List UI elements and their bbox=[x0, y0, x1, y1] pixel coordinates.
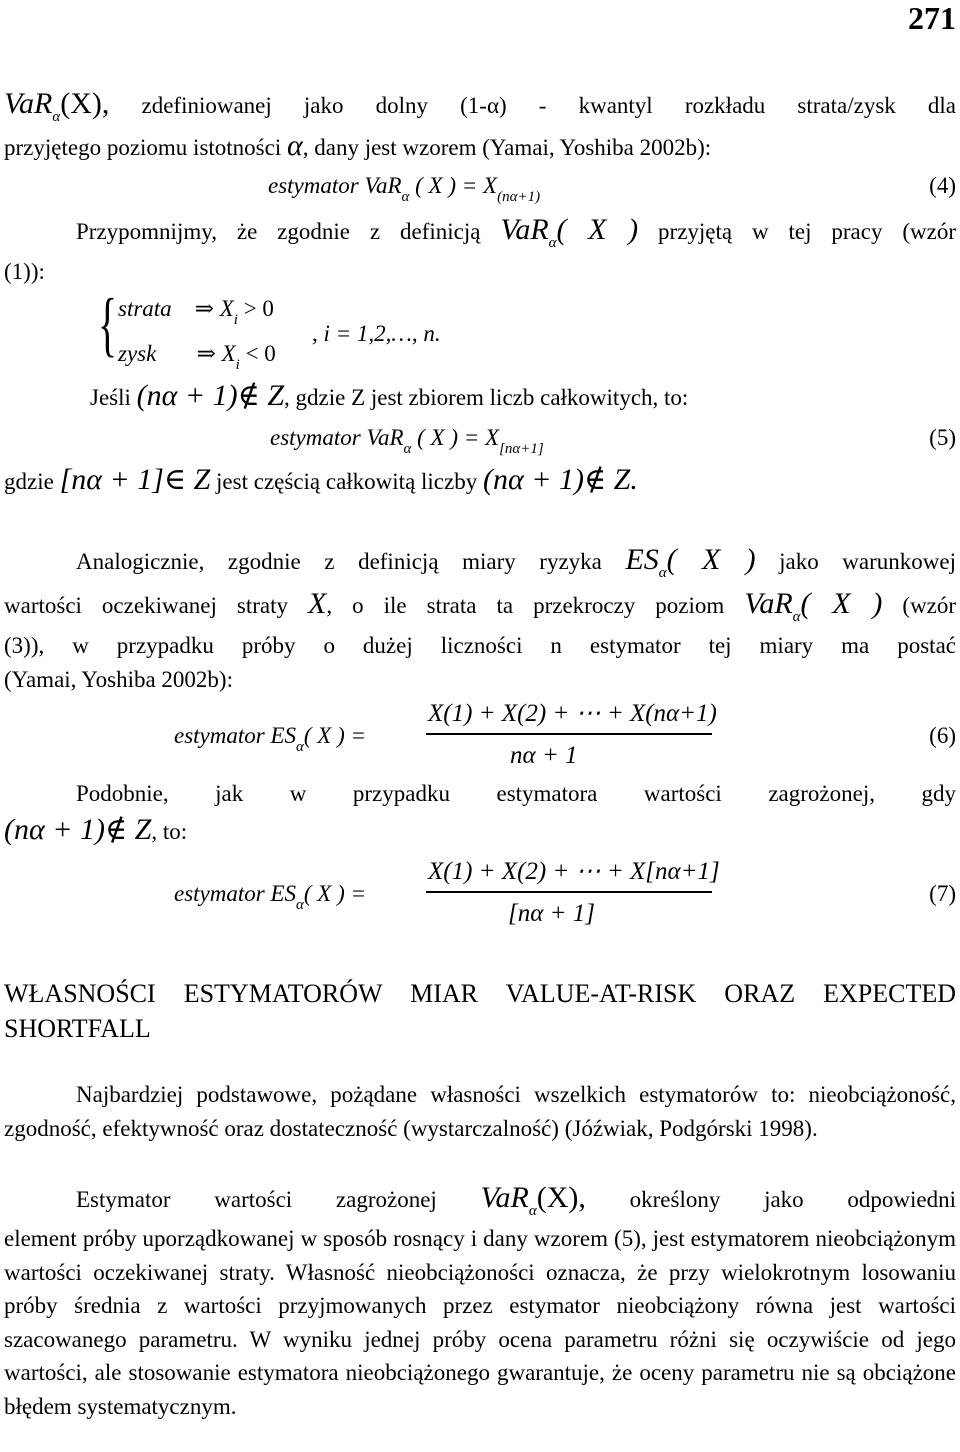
eq7-arg: ( X ) = bbox=[303, 881, 367, 906]
where-line bbox=[4, 463, 638, 496]
recall-var: VaR bbox=[500, 213, 549, 246]
cases-brace: { bbox=[98, 284, 118, 364]
where-text-b: jest częścią całkowitą liczby bbox=[216, 469, 478, 494]
recall-sub: α bbox=[548, 235, 557, 251]
recall-text-b: przyjętą w tej pracy (wzór bbox=[658, 219, 956, 244]
recall-line-2: (1)): bbox=[4, 259, 45, 284]
analog-line-1 bbox=[76, 543, 956, 581]
eq7-fraction-bar bbox=[426, 891, 712, 893]
analog-x: X bbox=[308, 587, 327, 620]
row1-rel: > 0 bbox=[243, 296, 274, 321]
analog-line-2 bbox=[4, 587, 957, 625]
intro-text-1: zdefiniowanej jako dolny (1-α) - kwantyl rozkładu strata/zysk dla bbox=[141, 93, 956, 118]
para2-sub: α bbox=[528, 1203, 537, 1219]
analog-var: VaR bbox=[744, 587, 793, 620]
similar-expr: (nα + 1)∉ Z bbox=[4, 813, 152, 846]
var-argument: (X), bbox=[60, 87, 110, 120]
recall-line bbox=[76, 213, 956, 251]
analog-es-sub: α bbox=[658, 565, 667, 581]
row2-cond: ⇒ X bbox=[196, 341, 236, 366]
row1-word: strata bbox=[118, 296, 172, 321]
section-heading: WŁASNOŚCI ESTYMATORÓW MIAR VALUE-AT-RISK ORAZ EXPECTED SHORTFALL bbox=[4, 979, 956, 1043]
if-text-a: Jeśli bbox=[90, 385, 131, 410]
alpha-subscript: α bbox=[52, 109, 61, 125]
analog-text-1b: jako warunkowej bbox=[779, 549, 956, 574]
intro-line-1 bbox=[4, 87, 956, 125]
eq5-mid: ( X ) = X bbox=[417, 425, 500, 450]
if-line bbox=[90, 379, 689, 412]
paragraph-1: Najbardziej podstawowe, pożądane własności wszelkich estymatorów to: nieobciążoność, zgodność, efektywność oraz dostateczność (wystarczalność) (Jóźwiak, Podgórski 1998). bbox=[4, 1082, 956, 1141]
eq5-lhs: estymator VaR bbox=[270, 425, 404, 450]
analog-var-arg: ( X ) bbox=[800, 587, 883, 620]
where-expr-a: [nα + 1]∈ Z bbox=[59, 463, 211, 496]
cases-index: , i = 1,2,…, n. bbox=[312, 321, 441, 346]
cases-row-2 bbox=[118, 340, 276, 371]
row1-sub: i bbox=[233, 312, 238, 328]
intro-line-2 bbox=[4, 129, 712, 162]
eq5-subscript: [nα+1] bbox=[499, 441, 544, 457]
eq5-sub: α bbox=[403, 441, 412, 457]
eq6-lhs bbox=[174, 722, 366, 753]
if-text-b: , gdzie Z jest zbiorem liczb całkowitych, to: bbox=[284, 385, 689, 410]
eq7-lhs-text: estymator ES bbox=[174, 881, 297, 906]
similar-text-b: , to: bbox=[151, 819, 188, 844]
para2-line-1 bbox=[76, 1181, 957, 1219]
eq7-lhs bbox=[174, 880, 366, 911]
eq4-lhs: estymator VaR bbox=[268, 173, 402, 198]
analog-line-3: (3)), w przypadku próby o dużej liczności n estymator tej miary ma postać bbox=[4, 633, 956, 658]
eq4-subscript: (nα+1) bbox=[497, 189, 541, 205]
eq6-lhs-text: estymator ES bbox=[174, 723, 297, 748]
equation-5 bbox=[270, 424, 544, 455]
eq5-number: (5) bbox=[929, 425, 956, 450]
eq7-denominator: [nα + 1] bbox=[508, 900, 595, 927]
analog-text-1a: Analogicznie, zgodnie z definicją miary ryzyka bbox=[76, 549, 602, 574]
eq6-arg: ( X ) = bbox=[303, 723, 367, 748]
para2-var: VaR bbox=[480, 1181, 529, 1214]
eq6-denominator: nα + 1 bbox=[510, 742, 578, 769]
eq6-number: (6) bbox=[929, 723, 956, 748]
analog-text-2a: wartości oczekiwanej straty bbox=[4, 593, 288, 618]
row2-word: zysk bbox=[118, 341, 157, 366]
para2-text-b: określony jako odpowiedni bbox=[629, 1187, 957, 1212]
where-text-a: gdzie bbox=[4, 469, 54, 494]
analog-es-arg: ( X ) bbox=[666, 543, 756, 576]
recall-arg: ( X ) bbox=[556, 213, 639, 246]
row2-sub: i bbox=[235, 357, 240, 373]
eq4-sub: α bbox=[401, 189, 410, 205]
equation-4 bbox=[268, 172, 540, 203]
eq7-number: (7) bbox=[929, 881, 956, 906]
page-number: 271 bbox=[908, 0, 956, 36]
analog-text-2b: , o ile strata ta przekroczy poziom bbox=[326, 593, 725, 618]
eq6-fraction-bar bbox=[426, 733, 712, 735]
row1-cond: ⇒ X bbox=[194, 296, 234, 321]
para2-arg: (X), bbox=[536, 1181, 586, 1214]
where-expr-b: (nα + 1)∉ Z. bbox=[482, 463, 638, 496]
row2-rel: < 0 bbox=[245, 341, 276, 366]
eq4-number: (4) bbox=[929, 173, 956, 198]
analog-line-4: (Yamai, Yoshiba 2002b): bbox=[4, 667, 233, 692]
eq6-numerator: X(1) + X(2) + ⋯ + X(nα+1) bbox=[428, 700, 717, 727]
alpha-symbol: α bbox=[286, 129, 303, 162]
intro-text-2b: , dany jest wzorem (Yamai, Yoshiba 2002b): bbox=[302, 135, 712, 160]
paragraph-2-body: element próby uporządkowanej w sposób rosnący i dany wzorem (5), jest estymatorem nieobciążonym wartości oczekiwanej straty. Własność nieobciążoności oznacza, że przy wielokrotnym losowaniu próby średnia z wartości przyjmowanych przez estymator nieobciążony równa jest wartości szacowanego parametru. W wyniku jednej próby ocena parametru różni się oczywiście od jego wartości, ale stosowanie estymatora nieobciążonego gwarantuje, że oceny parametru nie są obciążone błędem systematycznym. bbox=[4, 1226, 956, 1419]
analog-var-sub: α bbox=[792, 609, 801, 625]
eq6-sub: α bbox=[296, 739, 304, 755]
eq7-sub: α bbox=[296, 897, 304, 913]
analog-es: ES bbox=[625, 543, 659, 576]
similar-line-1: Podobnie, jak w przypadku estymatora wartości zagrożonej, gdy bbox=[76, 781, 956, 806]
if-expr: (nα + 1)∉ Z bbox=[136, 379, 285, 412]
cases-row-1 bbox=[118, 295, 274, 326]
para2-text-a: Estymator wartości zagrożonej bbox=[76, 1187, 437, 1212]
eq7-numerator: X(1) + X(2) + ⋯ + X[nα+1] bbox=[428, 858, 720, 885]
intro-text-2a: przyjętego poziomu istotności bbox=[4, 135, 282, 160]
recall-text-a: Przypomnijmy, że zgodnie z definicją bbox=[76, 219, 481, 244]
var-symbol: VaR bbox=[4, 87, 53, 120]
similar-line-2 bbox=[4, 813, 188, 846]
analog-text-2c: (wzór bbox=[902, 593, 957, 618]
eq4-mid: ( X ) = X bbox=[415, 173, 498, 198]
